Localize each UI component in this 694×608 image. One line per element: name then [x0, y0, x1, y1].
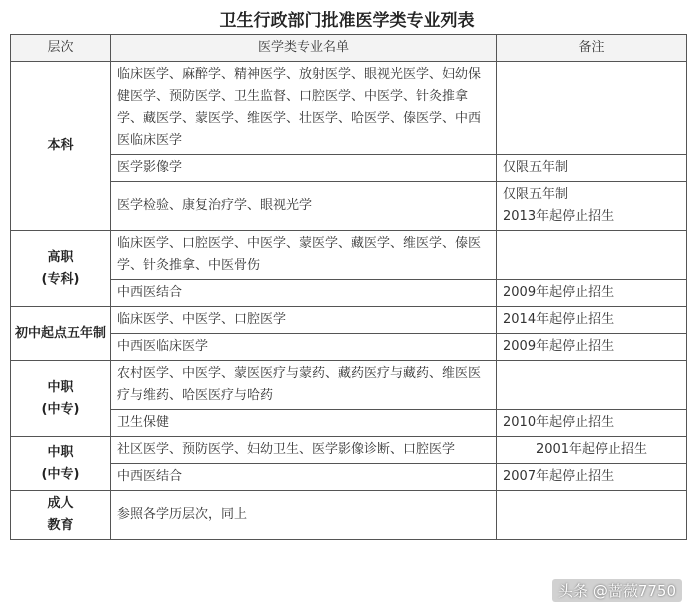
note-cell	[497, 155, 687, 182]
majors-cell: 社区医学、预防医学、妇幼卫生、医学影像诊断、口腔医学	[111, 437, 497, 464]
majors-cell: 医学检验、康复治疗学、眼视光学	[111, 182, 497, 231]
level-cell	[11, 491, 111, 540]
majors-cell: 参照各学历层次，同上	[111, 491, 497, 540]
table-row	[11, 410, 687, 437]
majors-table	[10, 34, 687, 540]
table-row	[11, 491, 687, 540]
header-level: 层次	[11, 35, 111, 62]
majors-cell: 临床医学、麻醉学、精神医学、放射医学、眼视光医学、妇幼保健医学、预防医学、卫生监督、口腔医学、中医学、针灸推拿学、藏医学、蒙医学、维医学、壮医学、哈医学、傣医学、中西医临床医学	[111, 62, 497, 155]
note-cell	[497, 307, 687, 334]
table-row	[11, 437, 687, 464]
majors-cell: 临床医学、中医学、口腔医学	[111, 307, 497, 334]
level-label: (中专)	[41, 401, 80, 417]
table-row	[11, 182, 687, 231]
majors-cell: 临床医学、口腔医学、中医学、蒙医学、藏医学、维医学、傣医学、针灸推拿、中医骨伤	[111, 231, 497, 280]
level-label: 中职	[47, 379, 74, 395]
note-line: 2013年起停止招生	[503, 209, 615, 224]
level-cell	[11, 437, 111, 491]
note-cell	[497, 464, 687, 491]
note-line: 2014年起停止招生	[503, 312, 615, 327]
watermark: 头条 @蔷薇7750	[552, 579, 682, 602]
level-cell	[11, 62, 111, 231]
level-cell	[11, 361, 111, 437]
header-note: 备注	[497, 35, 687, 62]
note-cell	[497, 182, 687, 231]
level-cell	[11, 231, 111, 307]
note-cell	[497, 361, 687, 410]
note-line: 仅限五年制	[503, 187, 569, 202]
level-label: 本科	[47, 138, 74, 153]
level-label: (专科)	[41, 271, 80, 287]
majors-cell: 卫生保健	[111, 410, 497, 437]
table-row	[11, 361, 687, 410]
level-label: 中职	[47, 444, 74, 460]
level-label: (中专)	[41, 466, 80, 482]
majors-cell: 中西医临床医学	[111, 334, 497, 361]
note-cell	[497, 334, 687, 361]
level-label: 教育	[47, 518, 74, 533]
majors-cell: 中西医结合	[111, 464, 497, 491]
note-cell	[497, 410, 687, 437]
majors-cell: 中西医结合	[111, 280, 497, 307]
header-majors: 医学类专业名单	[111, 35, 497, 62]
table-row	[11, 464, 687, 491]
note-cell	[497, 62, 687, 155]
majors-cell: 医学影像学	[111, 155, 497, 182]
table-row	[11, 334, 687, 361]
page-title: 卫生行政部门批准医学类专业列表	[219, 11, 475, 31]
table-row	[11, 62, 687, 155]
note-cell	[497, 437, 687, 464]
table-body	[11, 62, 687, 540]
note-line: 2010年起停止招生	[503, 415, 615, 430]
level-cell	[11, 307, 111, 361]
level-label: 成人	[47, 496, 74, 511]
note-cell	[497, 231, 687, 280]
note-line: 仅限五年制	[503, 160, 569, 175]
table-row	[11, 307, 687, 334]
table-row	[11, 280, 687, 307]
note-cell	[497, 280, 687, 307]
note-line: 2007年起停止招生	[503, 469, 615, 484]
majors-cell: 农村医学、中医学、蒙医医疗与蒙药、藏药医疗与藏药、维医医疗与维药、哈医医疗与哈药	[111, 361, 497, 410]
table-header-row	[11, 35, 687, 62]
note-line: 2009年起停止招生	[503, 339, 615, 354]
table-row	[11, 231, 687, 280]
level-label: 初中起点五年制	[15, 325, 107, 341]
table-row	[11, 155, 687, 182]
note-line: 2009年起停止招生	[503, 285, 615, 300]
note-cell	[497, 491, 687, 540]
note-line: 2001年起停止招生	[535, 442, 648, 457]
level-label: 高职	[47, 249, 74, 265]
